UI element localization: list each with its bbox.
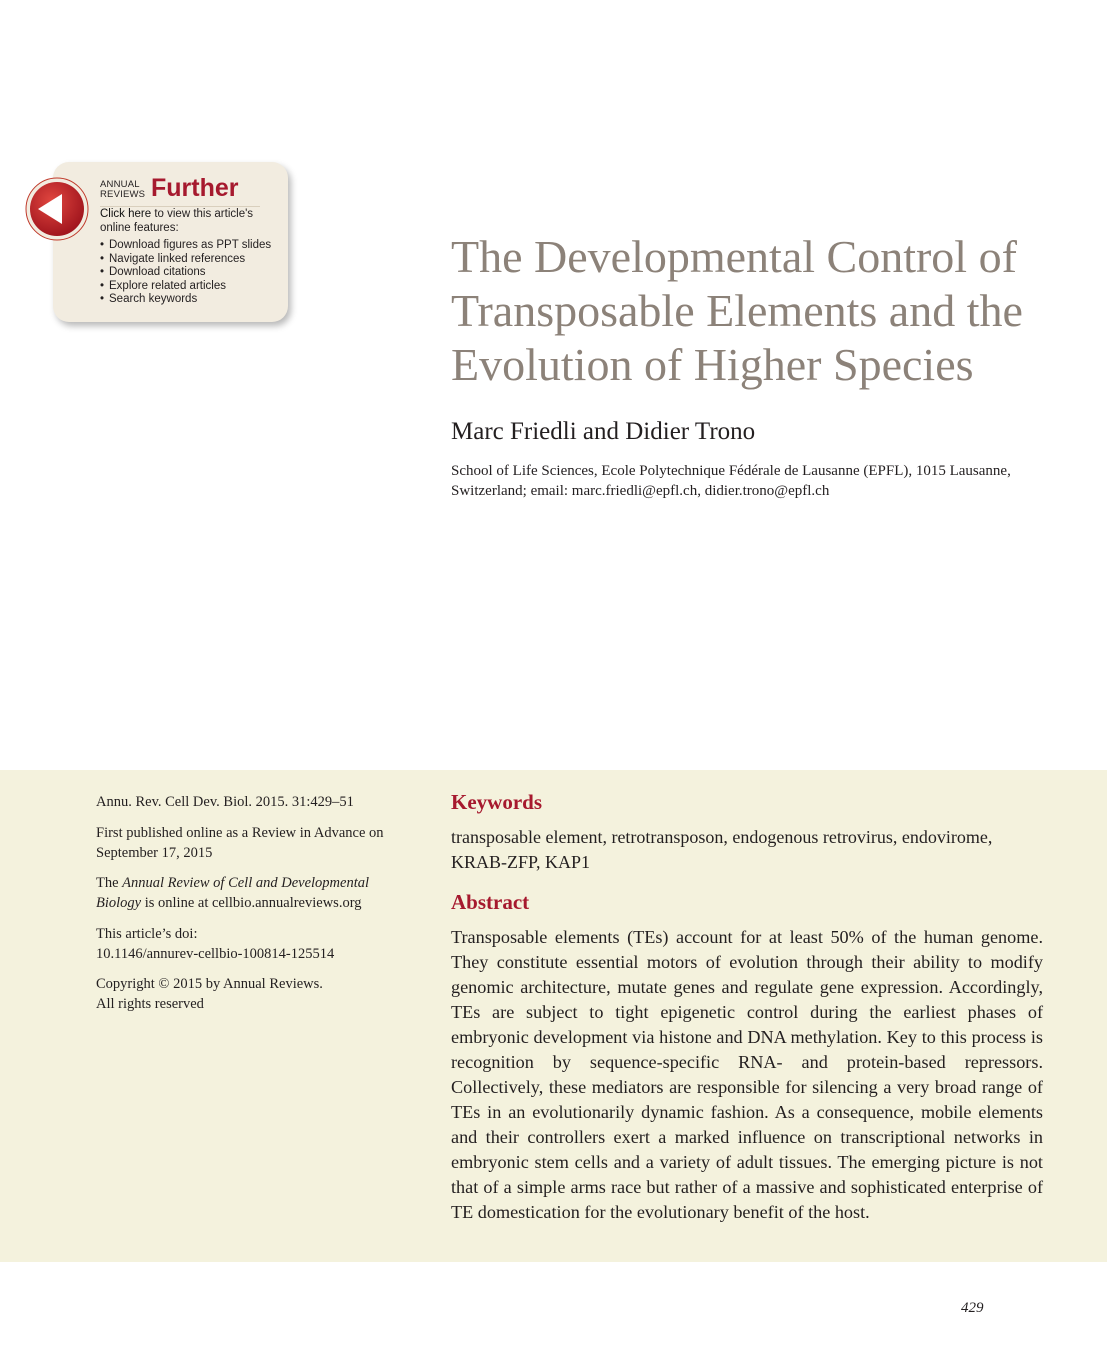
journal-suffix: is online at cellbio.annualreviews.org (141, 895, 362, 911)
feature-item: • Navigate linked references (100, 253, 280, 267)
journal-prefix: The (96, 875, 123, 891)
feature-item: • Download citations (100, 266, 280, 280)
article-affiliation: School of Life Sciences, Ecole Polytechnique Fédérale de Lausanne (EPFL), 1015 Lausanne, Switzerland; email: marc.friedli@epfl.ch, didier.trono@epfl.ch (451, 463, 1011, 499)
article-metadata (96, 792, 416, 1025)
annual-reviews-label: ANNUAL REVIEWS (100, 179, 146, 200)
doi-block (96, 924, 416, 964)
abstract-heading: Abstract (451, 890, 530, 914)
further-feature-list (100, 239, 280, 307)
further-intro-text: to view this article's online features: (100, 208, 254, 234)
page-number: 429 (961, 1300, 984, 1316)
feature-item: • Explore related articles (100, 280, 280, 294)
further-description (100, 208, 280, 307)
first-published: First published online as a Review in Advance on September 17, 2015 (96, 824, 384, 861)
doi-label: This article’s doi: (96, 925, 198, 942)
further-divider (100, 206, 260, 207)
copyright-block (96, 974, 416, 1014)
article-authors: Marc Friedli and Didier Trono (451, 418, 756, 445)
back-arrow-icon[interactable] (24, 176, 90, 242)
doi-value[interactable]: 10.1146/annurev-cellbio-100814-125514 (96, 945, 335, 962)
copyright-text: Copyright © 2015 by Annual Reviews. (96, 976, 323, 992)
feature-item: • Download figures as PPT slides (100, 239, 280, 253)
article-title: The Developmental Control of Transposable Elements and the Evolution of Higher Species (451, 231, 1023, 390)
journal-name: Annual Review of Cell and Developmental Biology (96, 875, 370, 911)
journal-online-note (96, 873, 416, 913)
rights-text: All rights reserved (96, 996, 204, 1012)
keywords-text: transposable element, retrotransposon, endogenous retrovirus, endovirome, KRAB-ZFP, KAP1 (451, 827, 993, 872)
abstract-text: Transposable elements (TEs) account for at least 50% of the human genome. They constitute essential motors of evolution through their ability to modify genomic architecture, mutate genes and regulate gene expression. Accordingly, TEs are subject to tight epigenetic control during the earliest phases of embryonic development via histone and DNA methylation. Key to this process is recognition by sequence-specific RNA- and protein-based repressors. Collectively, these mediators are responsible for silencing a very broad range of TEs in an evolutionarily dynamic fashion. As a consequence, mobile elements and their controllers exert a marked influence on transcriptional networks in embryonic stem cells and a variety of adult tissues. The emerging picture is not that of a simple arms race but rather of a massive and sophisticated enterprise of TE domestication for the evolutionary benefit of the host. (451, 927, 1043, 1222)
keywords-heading: Keywords (451, 790, 542, 814)
citation: Annu. Rev. Cell Dev. Biol. 2015. 31:429–51 (96, 794, 354, 810)
further-label: Further (151, 174, 239, 202)
click-here-link[interactable]: Click here (100, 208, 152, 220)
feature-item: • Search keywords (100, 293, 280, 307)
